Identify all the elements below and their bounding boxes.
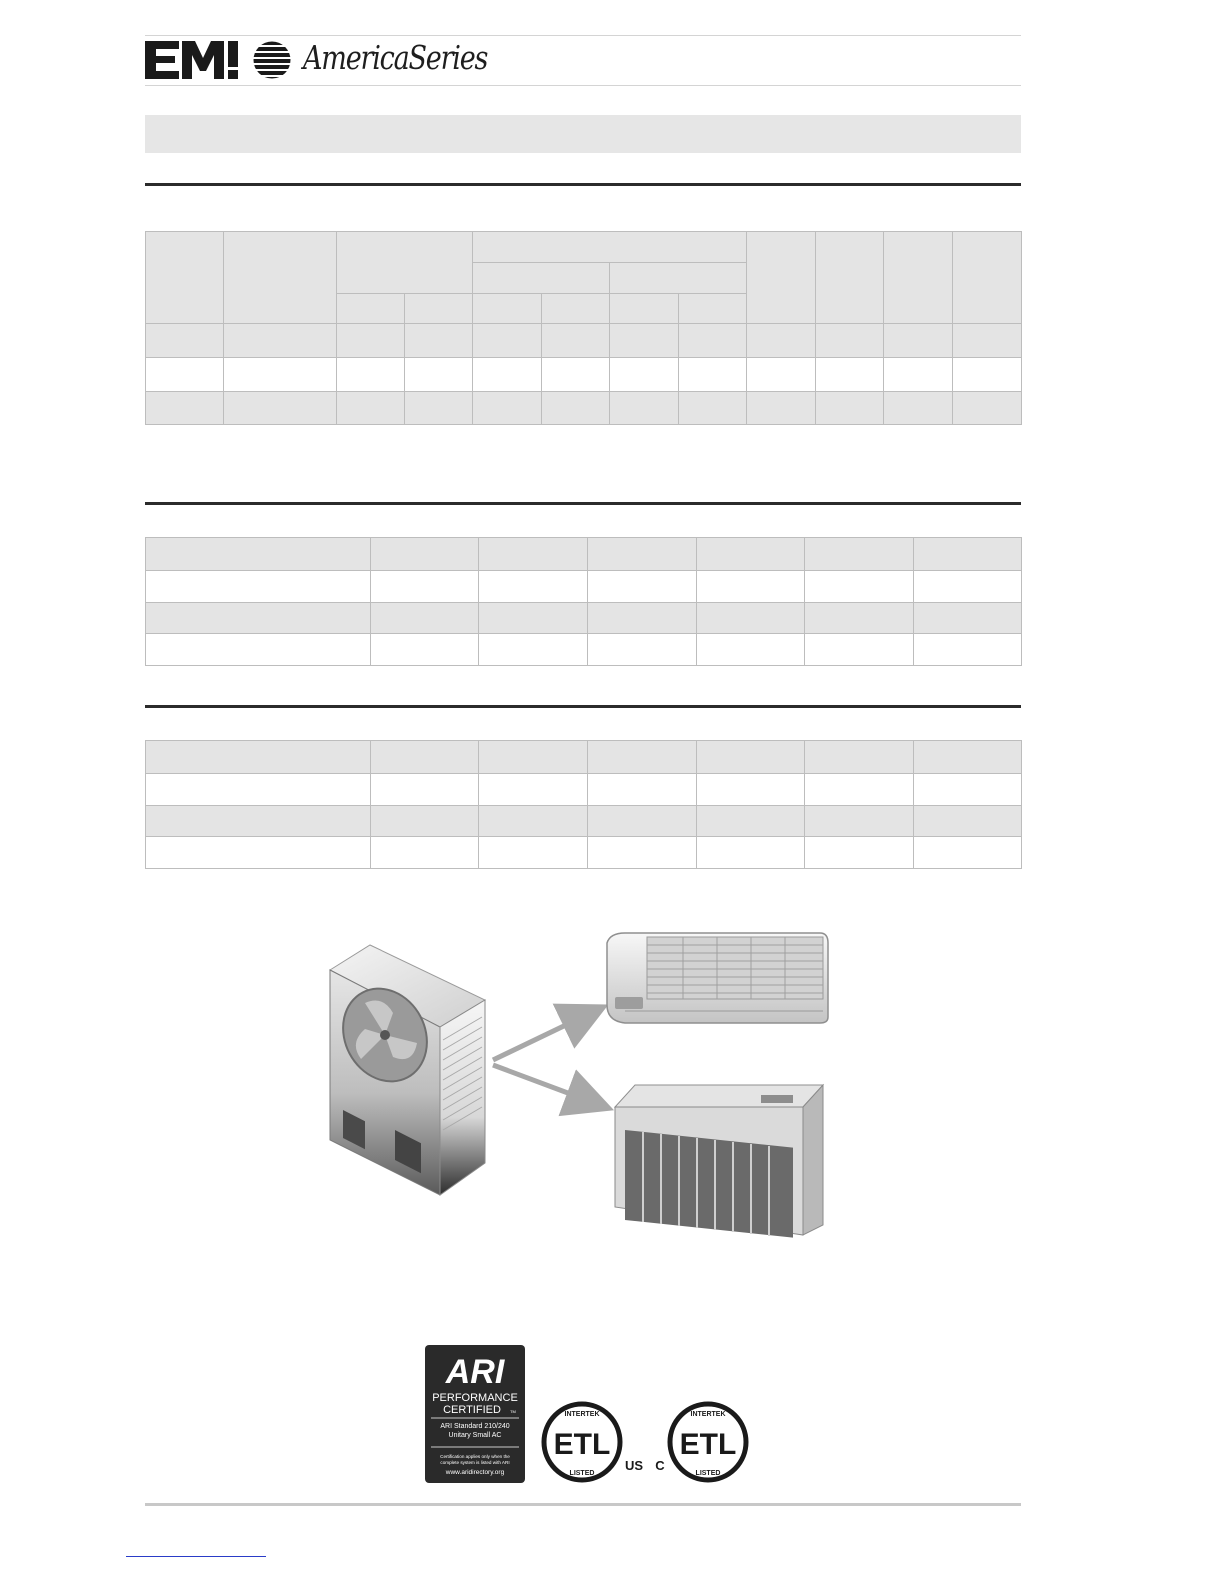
- emi-logo: [145, 41, 293, 84]
- table-row: [146, 837, 1022, 869]
- console-unit-icon: [615, 1085, 823, 1238]
- etl-c-listed-badge: [652, 1400, 752, 1485]
- svg-text:Certification applies only whe: Certification applies only when the: [440, 1454, 510, 1459]
- svg-text:complete system is listed with: complete system is listed with ARI: [440, 1460, 510, 1465]
- table-row: [146, 324, 1022, 358]
- spec-table-2: [145, 537, 1022, 666]
- header-bottom-rule: [145, 85, 1021, 86]
- header-top-rule: [145, 35, 1021, 36]
- svg-text:www.aridirectory.org: www.aridirectory.org: [445, 1469, 505, 1476]
- header-cell: [473, 263, 610, 294]
- header-cell: [884, 232, 953, 324]
- svg-text:INTERTEK: INTERTEK: [690, 1411, 726, 1418]
- table-row: [146, 634, 1022, 666]
- svg-text:LISTED: LISTED: [695, 1470, 721, 1477]
- svg-text:TM: TM: [510, 1409, 516, 1414]
- header-cell: [610, 294, 679, 324]
- svg-text:ARI: ARI: [445, 1353, 505, 1391]
- footnote-link-underline[interactable]: [126, 1556, 266, 1557]
- table-header-row: [146, 538, 1022, 571]
- section-title-band: [145, 115, 1021, 153]
- spec-table-3: [145, 740, 1022, 869]
- header-cell: [337, 294, 405, 324]
- section-rule-3: [145, 705, 1021, 708]
- wall-mounted-unit-icon: [607, 933, 828, 1023]
- svg-text:PERFORMANCE: PERFORMANCE: [432, 1392, 518, 1404]
- footer-rule: [145, 1503, 1021, 1506]
- svg-text:CERTIFIED: CERTIFIED: [443, 1404, 501, 1416]
- header-cell: [146, 232, 224, 324]
- header-cell: [953, 232, 1022, 324]
- svg-text:LISTED: LISTED: [569, 1470, 595, 1477]
- header-cell: [405, 294, 473, 324]
- header-cell: [542, 294, 610, 324]
- product-illustration: [325, 925, 845, 1245]
- spec-table-1: [145, 231, 1022, 425]
- header-cell: [224, 232, 337, 324]
- header-cell: [473, 294, 542, 324]
- section-rule-2: [145, 502, 1021, 505]
- ari-certification-badge: [425, 1345, 525, 1483]
- etl-us-listed-badge: [540, 1400, 650, 1485]
- svg-text:C: C: [655, 1458, 665, 1473]
- svg-text:US: US: [624, 1458, 644, 1473]
- table-row: [146, 806, 1022, 837]
- table-row: [146, 358, 1022, 392]
- header-cell: [679, 294, 747, 324]
- header-cell: [816, 232, 884, 324]
- svg-text:ARI Standard 210/240: ARI Standard 210/240: [440, 1423, 510, 1430]
- table-row: [146, 603, 1022, 634]
- header-cell: [747, 232, 816, 324]
- section-rule-1: [145, 183, 1021, 186]
- table-row: [146, 774, 1022, 806]
- header-cell: [473, 232, 747, 263]
- table-header-row: [146, 741, 1022, 774]
- series-name: AmericaSeries: [303, 38, 488, 77]
- table-row: [146, 392, 1022, 425]
- svg-text:Unitary Small AC: Unitary Small AC: [448, 1432, 502, 1439]
- svg-text:ETL: ETL: [679, 1428, 737, 1461]
- header-cell: [610, 263, 747, 294]
- header-cell: [337, 232, 473, 294]
- svg-text:INTERTEK: INTERTEK: [564, 1411, 600, 1418]
- table-row: [146, 571, 1022, 603]
- outdoor-condenser-icon: [327, 945, 485, 1195]
- svg-text:ETL: ETL: [553, 1428, 611, 1461]
